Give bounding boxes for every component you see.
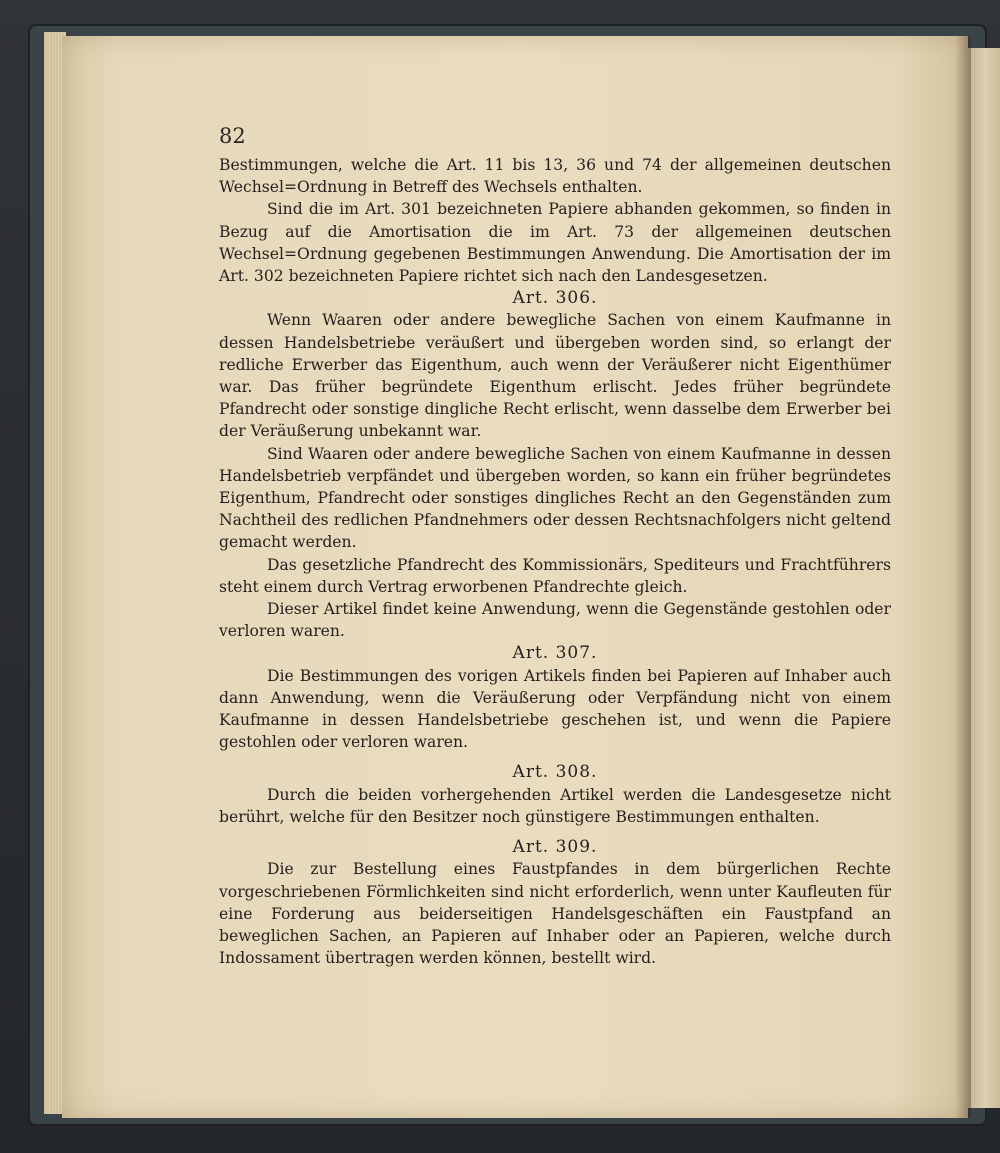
- paragraph: Wenn Waaren oder andere bewegliche Sachen von einem Kaufmanne in dessen Handelsbetriebe veräußert und übergeben worden sind, so erlangt der redliche Erwerber das Eigenthum, auch wenn der Veräußerer nicht Eigenthümer war. Das früher begründete Eigenthum erlischt. Jedes früher begründete Pfandrecht oder sonstige dingliche Recht erlischt, wenn dasselbe dem Erwerber bei der Veräußerung unbekannt war.: [219, 311, 891, 441]
- paragraph: Sind die im Art. 301 bezeichneten Papiere abhanden gekommen, so finden in Bezug auf die Amortisation die im Art. 73 der allgemeinen deutschen Wechsel=Ordnung gegebenen Bestimmungen Anwendung. Die Amortisation der im Art. 302 bezeichneten Papiere richtet sich nach den Landesgesetzen.: [219, 200, 891, 286]
- paragraph: Das gesetzliche Pfandrecht des Kommissionärs, Spediteurs und Frachtführers steht einem durch Vertrag erworbenen Pfandrechte gleich.: [219, 555, 891, 596]
- paragraph: Die zur Bestellung eines Faustpfandes in dem bürgerlichen Rechte vorgeschriebenen Förmlichkeiten sind nicht erforderlich, wenn unter Kaufleuten für eine Forderung aus beiderseitigen Handelsgeschäften ein Faustpfand an beweglichen Sachen, an Papieren auf Inhaber oder an Papieren, welche durch Indossament übertragen werden können, bestellt wird.: [219, 860, 891, 968]
- paragraph: Durch die beiden vorhergehenden Artikel werden die Landesgesetze nicht berührt, welche für den Besitzer noch günstigere Bestimmungen enthalten.: [219, 785, 891, 826]
- body-text: [219, 154, 891, 969]
- paragraph: Dieser Artikel findet keine Anwendung, wenn die Gegenstände gestohlen oder verloren waren.: [219, 600, 891, 641]
- paragraph: Sind Waaren oder andere bewegliche Sachen von einem Kaufmanne in dessen Handelsbetrieb verpfändet und übergeben worden, so kann ein früher begründetes Eigenthum, Pfandrecht oder sonstiges dingliches Recht an den Gegenständen zum Nachtheil des redlichen Pfandnehmers oder dessen Rechtsnachfolgers nicht geltend gemacht werden.: [219, 444, 891, 552]
- paragraph: Bestimmungen, welche die Art. 11 bis 13, 36 und 74 der allgemeinen deutschen Wechsel=Ordnung in Betreff des Wechsels enthalten.: [219, 156, 891, 197]
- gutter-shadow: [955, 36, 971, 1118]
- article-heading: Art. 308.: [512, 762, 598, 783]
- article-heading: Art. 309.: [512, 837, 598, 858]
- paragraph: Die Bestimmungen des vorigen Artikels finden bei Papieren auf Inhaber auch dann Anwendung, wenn die Veräußerung oder Verpfändung nicht von einem Kaufmanne in dessen Handelsbetriebe geschehen ist, und wenn die Papiere gestohlen oder verloren waren.: [219, 666, 891, 752]
- article-heading: Art. 306.: [512, 288, 598, 309]
- article-heading: Art. 307.: [512, 643, 598, 664]
- page-number: 82: [219, 124, 246, 148]
